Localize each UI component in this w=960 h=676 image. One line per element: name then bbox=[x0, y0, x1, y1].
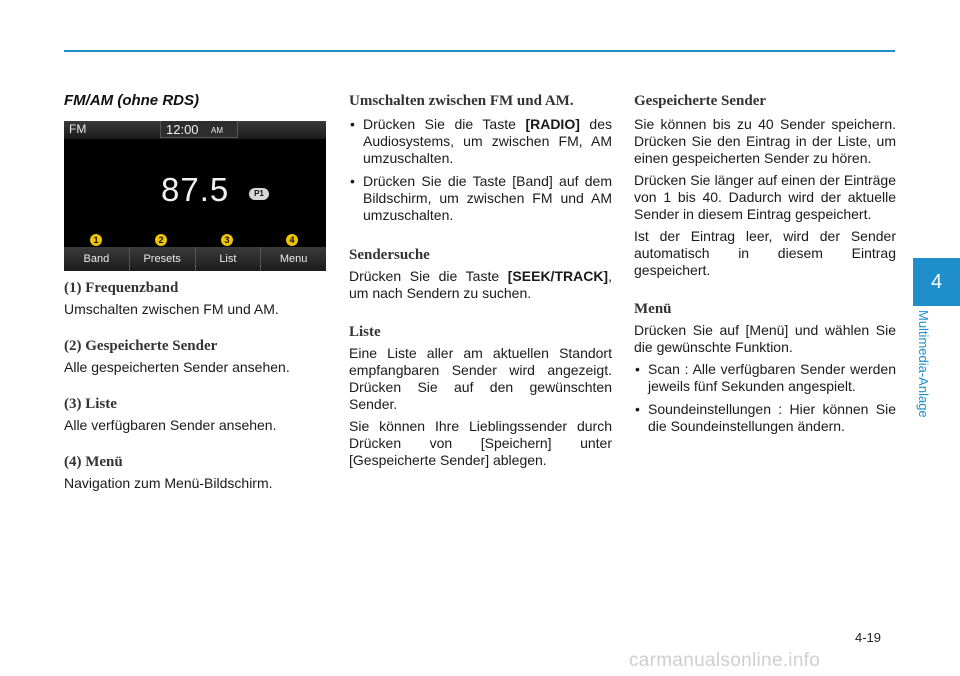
callout-badge-4: 4 bbox=[286, 234, 298, 246]
screen-tab-bar bbox=[64, 247, 326, 271]
switch-bullets bbox=[349, 116, 612, 224]
screen-tab-menu: Menu bbox=[279, 253, 308, 265]
screen-tab-band: Band bbox=[64, 247, 130, 271]
switch-bullet-1: • Drücken Sie die Taste [RADIO] des Audiosystems, um zwischen FM, AM umzuschalten. bbox=[349, 116, 612, 167]
menu-bullets bbox=[634, 361, 896, 435]
search-heading: Sendersuche bbox=[349, 247, 430, 263]
column-left bbox=[64, 92, 329, 497]
callout-badge-3: 3 bbox=[221, 234, 233, 246]
header-rule bbox=[64, 50, 895, 52]
screen-mode-label: FM bbox=[69, 122, 87, 136]
item-text-4: Navigation zum Menü-Bildschirm. bbox=[64, 475, 273, 491]
page-number: 4-19 bbox=[855, 630, 882, 645]
menu-bullet-scan: • Scan : Alle verfügbaren Sender werden jeweils fünf Sekunden angespielt. bbox=[634, 361, 896, 395]
radio-screen-image bbox=[64, 121, 326, 271]
item-text-1: Umschalten zwischen FM und AM. bbox=[64, 301, 279, 317]
list-heading: Liste bbox=[349, 324, 381, 340]
callout-badge-2: 2 bbox=[155, 234, 167, 246]
menu-bullet-sound: • Soundeinstellungen : Hier können Sie die Soundeinstellungen ändern. bbox=[634, 401, 896, 435]
screen-preset-badge: P1 bbox=[249, 188, 269, 200]
saved-para-3: Ist der Eintrag leer, wird der Sender automatisch in diesem Eintrag gespeichert. bbox=[634, 228, 896, 278]
radio-key-label: [RADIO] bbox=[525, 116, 580, 132]
section-title: FM/AM (ohne RDS) bbox=[64, 92, 199, 109]
list-para-2: Sie können Ihre Lieblingssender durch Drücken von [Speichern] unter [Gespeicherte Sender] ablegen. bbox=[349, 418, 612, 468]
switch-bullet-2: • Drücken Sie die Taste [Band] auf dem Bildschirm, um zwischen FM und AM umzuschalten. bbox=[349, 173, 612, 224]
item-heading-4: (4) Menü bbox=[64, 454, 123, 470]
menu-heading: Menü bbox=[634, 301, 672, 317]
column-right bbox=[634, 92, 896, 441]
item-text-2: Alle gespeicherten Sender ansehen. bbox=[64, 359, 290, 375]
watermark: carmanualsonline.info bbox=[629, 650, 821, 671]
saved-para-2: Drücken Sie länger auf einen der Einträge von 1 bis 40. Dadurch wird der aktuelle Sender in diesem Eintrag gespeichert. bbox=[634, 172, 896, 222]
list-para-1: Eine Liste aller am aktuellen Standort empfangbaren Sender wird angezeigt. Drücken Sie auf den gewünschten Sender. bbox=[349, 345, 612, 412]
saved-heading: Gespeicherte Sender bbox=[634, 93, 767, 109]
screen-ampm: AM bbox=[211, 126, 223, 135]
callout-badge-1: 1 bbox=[90, 234, 102, 246]
screen-clock: 12:00 bbox=[166, 122, 199, 137]
item-heading-2: (2) Gespeicherte Sender bbox=[64, 338, 218, 354]
item-text-3: Alle verfügbaren Sender ansehen. bbox=[64, 417, 277, 433]
item-heading-1: (1) Frequenzband bbox=[64, 280, 179, 296]
column-middle bbox=[349, 92, 612, 474]
seek-key-label: [SEEK/TRACK] bbox=[507, 268, 609, 284]
menu-text: Drücken Sie auf [Menü] und wählen Sie die gewünschte Funktion. bbox=[634, 322, 896, 355]
screen-tab-presets: Presets bbox=[130, 247, 196, 271]
screen-tab-list: List bbox=[196, 247, 262, 271]
chapter-number-tab: 4 bbox=[913, 258, 960, 306]
chapter-label: Multimedia-Anlage bbox=[916, 310, 931, 418]
screen-frequency: 87.5 bbox=[161, 171, 230, 208]
item-heading-3: (3) Liste bbox=[64, 396, 117, 412]
search-text: Drücken Sie die Taste [SEEK/TRACK], um nach Sendern zu suchen. bbox=[349, 268, 612, 301]
saved-para-1: Sie können bis zu 40 Sender speichern. Drücken Sie den Eintrag in der Liste, um einen gespeicherten Sender zu hören. bbox=[634, 116, 896, 166]
switch-heading: Umschalten zwischen FM und AM. bbox=[349, 93, 574, 109]
